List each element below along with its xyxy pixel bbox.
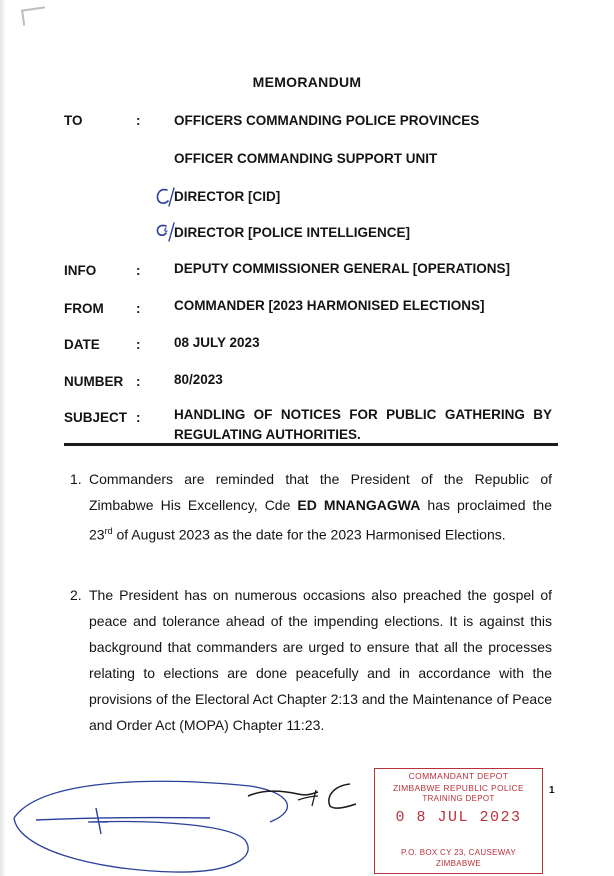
date-colon: : xyxy=(136,337,141,352)
paragraph-2 xyxy=(70,582,552,738)
to-line-2: OFFICER COMMANDING SUPPORT UNIT xyxy=(174,151,438,166)
scan-edge xyxy=(0,0,6,876)
handwritten-signature xyxy=(0,760,380,876)
date-label: DATE xyxy=(64,337,100,352)
stamp-line-5: ZIMBABWE xyxy=(435,859,482,868)
stamp-date: 0 8 JUL 2023 xyxy=(395,809,522,826)
stamp-line-1: COMMANDANT DEPOT xyxy=(408,771,509,781)
from-colon: : xyxy=(136,301,141,316)
stamp-line-2: ZIMBABWE REPUBLIC POLICE xyxy=(393,783,524,793)
scan-corner-mark xyxy=(21,6,47,25)
number-value: 80/2023 xyxy=(174,372,223,387)
header-divider xyxy=(64,443,558,446)
info-value: DEPUTY COMMISSIONER GENERAL [OPERATIONS] xyxy=(174,261,511,276)
paragraph-1 xyxy=(70,466,552,548)
paragraph-2-number: 2. xyxy=(70,587,82,603)
stamp-line-4: P.O. BOX CY 23, CAUSEWAY xyxy=(401,848,516,857)
paragraph-2-text: The President has on numerous occasions also preached the gospel of peace and tolerance ahead of the impending elections. It is against this background that commanders are urged to ensure that all the processes relating to elections are done peacefully and in accordance with the provisions of the Electoral Act Chapter 2:13 and the Maintenance of Peace and Order Act (MOPA) Chapter 11:23. xyxy=(89,587,552,733)
number-colon: : xyxy=(136,374,141,389)
stamp-line-3: TRAINING DEPOT xyxy=(422,794,495,803)
to-line-4: DIRECTOR [POLICE INTELLIGENCE] xyxy=(174,225,411,240)
to-label: TO xyxy=(64,113,83,128)
page-number: 1 xyxy=(549,785,555,796)
paragraph-1-text: Commanders are reminded that the President of the Republic of Zimbabwe His Excellency, Cde ED MNANGAGWA has proclaimed the 23rd of August 2023 as the date for the 2023 Harmonised Elections. xyxy=(89,471,552,543)
number-label: NUMBER xyxy=(64,374,124,389)
memo-title: MEMORANDUM xyxy=(252,74,362,90)
to-line-3: DIRECTOR [CID] xyxy=(174,189,281,204)
to-colon: : xyxy=(136,113,141,128)
info-colon: : xyxy=(136,263,141,278)
from-value: COMMANDER [2023 HARMONISED ELECTIONS] xyxy=(174,298,485,313)
cc-handwritten-mark-1 xyxy=(154,187,176,207)
president-name: ED MNANGAGWA xyxy=(297,497,421,513)
cc-handwritten-mark-2 xyxy=(154,222,176,242)
subject-colon: : xyxy=(136,410,141,425)
subject-label: SUBJECT xyxy=(64,410,128,425)
official-stamp xyxy=(374,768,543,874)
to-line-1: OFFICERS COMMANDING POLICE PROVINCES xyxy=(174,113,480,128)
subject-value: HANDLING OF NOTICES FOR PUBLIC GATHERING BY REGULATING AUTHORITIES. xyxy=(174,407,552,442)
from-label: FROM xyxy=(64,301,104,316)
date-value: 08 JULY 2023 xyxy=(174,335,260,350)
paragraph-1-number: 1. xyxy=(70,471,82,487)
info-label: INFO xyxy=(64,263,97,278)
